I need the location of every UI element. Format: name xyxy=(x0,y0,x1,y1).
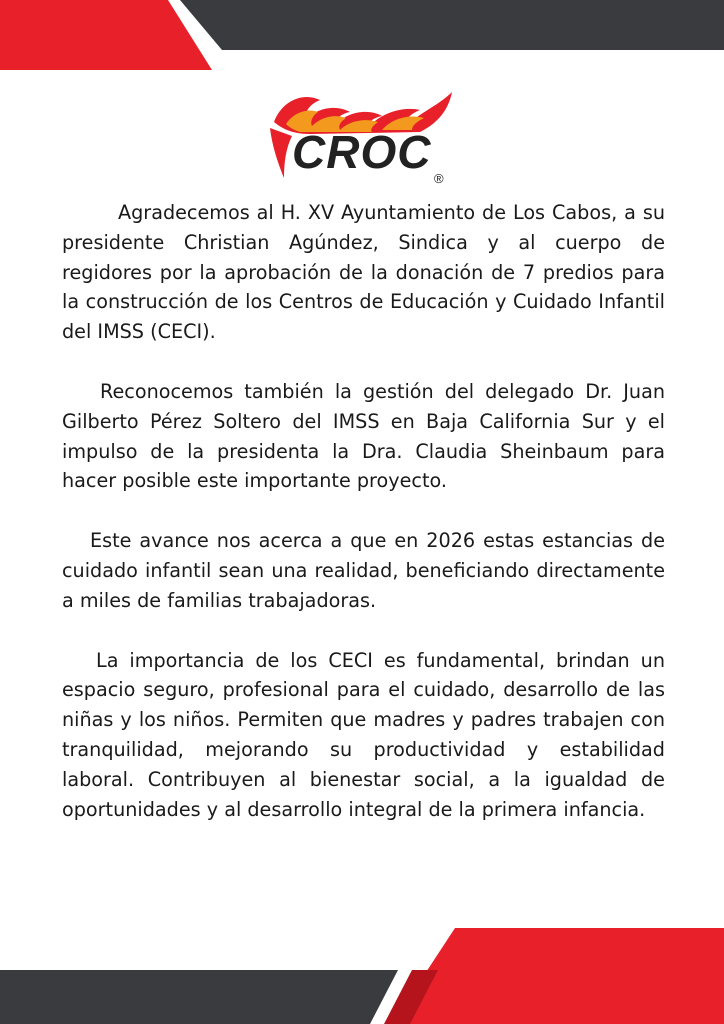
paragraph-recognition: Reconocemos también la gestión del delegado Dr. Juan Gilberto Pérez Soltero del IMSS en Baja California Sur y el impulso de la presidenta la Dra. Claudia Sheinbaum para hacer posible este importante proyecto. xyxy=(62,379,665,493)
top-decorative-band xyxy=(0,0,724,80)
top-red-stripe xyxy=(0,0,212,70)
top-gray-stripe xyxy=(180,0,724,50)
letter-body xyxy=(62,198,665,854)
registered-mark: ® xyxy=(434,171,444,186)
paragraph-progress: Este avance nos acerca a que en 2026 estas estancias de cuidado infantil sean una realidad, beneficiando directamente a miles de familias trabajadoras. xyxy=(62,529,665,612)
bottom-red-stripe xyxy=(392,928,724,1024)
bottom-decorative-band xyxy=(0,928,724,1024)
paragraph-thanks: Agradecemos al H. XV Ayuntamiento de Los Cabos, a su presidente Christian Agúndez, Sindica y al cuerpo de regidores por la aprobación de la donación de 7 predios para la construcción de los Centros de Educación y Cuidado Infantil del IMSS (CECI). xyxy=(62,201,665,344)
paragraph-importance: La importancia de los CECI es fundamental, brindan un espacio seguro, profesional para el cuidado, desarrollo de las niñas y los niños. Permiten que madres y padres trabajen con tranquilidad, mejorando su productividad y estabilidad laboral. Contribuyen al bienestar social, a la igualdad de oportunidades y al desarrollo integral de la primera infancia. xyxy=(62,648,665,821)
logo-wordmark: CROC xyxy=(292,126,432,178)
croc-logo xyxy=(270,82,455,186)
bottom-gray-stripe xyxy=(0,970,398,1024)
